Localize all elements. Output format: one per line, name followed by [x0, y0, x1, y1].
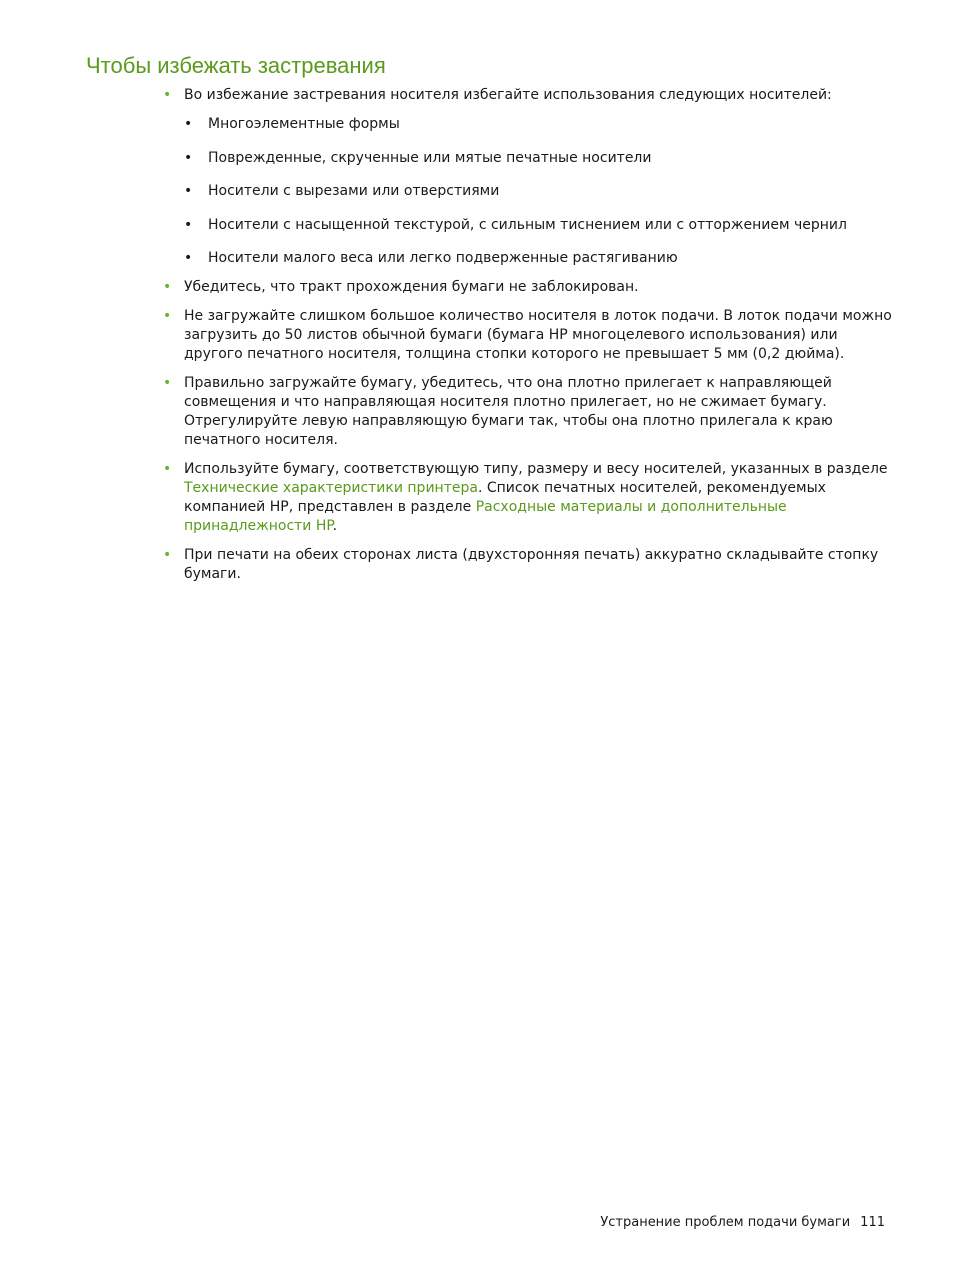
supplies-link[interactable]: Расходные материалы и дополнительные принадлежности HP — [184, 499, 787, 534]
sub-list-item: • Носители с вырезами или отверстиями — [184, 182, 893, 201]
page-footer — [600, 1214, 885, 1232]
printer-specs-link[interactable]: Технические характеристики принтера — [184, 480, 478, 496]
sub-list-item: • Многоэлементные формы — [184, 115, 893, 134]
list-item-paper-spec — [163, 460, 893, 536]
bullet-list — [163, 86, 893, 584]
list-item-duplex: • При печати на обеих сторонах листа (двухсторонняя печать) аккуратно складывайте стопку бумаги. — [163, 546, 893, 584]
sub-list-item: • Поврежденные, скрученные или мятые печатные носители — [184, 149, 893, 168]
list-item-text: . Список печатных носителей, рекомендуемых компанией HP, представлен в разделе — [184, 480, 826, 515]
footer-section-title: Устранение проблем подачи бумаги — [600, 1215, 851, 1230]
content-area — [163, 86, 893, 594]
page-title: Чтобы избежать застревания — [86, 53, 386, 78]
list-item-text: Во избежание застревания носителя избегайте использования следующих носителей: — [184, 87, 832, 103]
page-number: 111 — [860, 1215, 885, 1230]
sub-list — [184, 115, 893, 268]
list-item-load-paper: • Правильно загружайте бумагу, убедитесь, что она плотно прилегает к направляющей совмещения и что направляющая носителя плотно прилегает, но не сжимает бумагу. Отрегулируйте левую направляющую бумаги так, чтобы она плотно прилегала к краю печатного носителя. — [163, 374, 893, 450]
list-item-overload: • Не загружайте слишком большое количество носителя в лоток подачи. В лоток подачи можно загрузить до 50 листов обычной бумаги (бумага HP многоцелевого использования) или другого печатного носителя, толщина стопки которого не превышает 5 мм (0,2 дюйма). — [163, 307, 893, 364]
list-item-text: Используйте бумагу, соответствующую типу, размеру и весу носителей, указанных в разделе — [184, 461, 888, 477]
sub-list-item: • Носители с насыщенной текстурой, с сильным тиснением или с отторжением чернил — [184, 216, 893, 235]
list-item-avoid-media — [163, 86, 893, 268]
list-item-text: . — [332, 518, 338, 534]
sub-list-item: • Носители малого веса или легко подверженные растягиванию — [184, 249, 893, 268]
list-item-paper-path: • Убедитесь, что тракт прохождения бумаги не заблокирован. — [163, 278, 893, 297]
